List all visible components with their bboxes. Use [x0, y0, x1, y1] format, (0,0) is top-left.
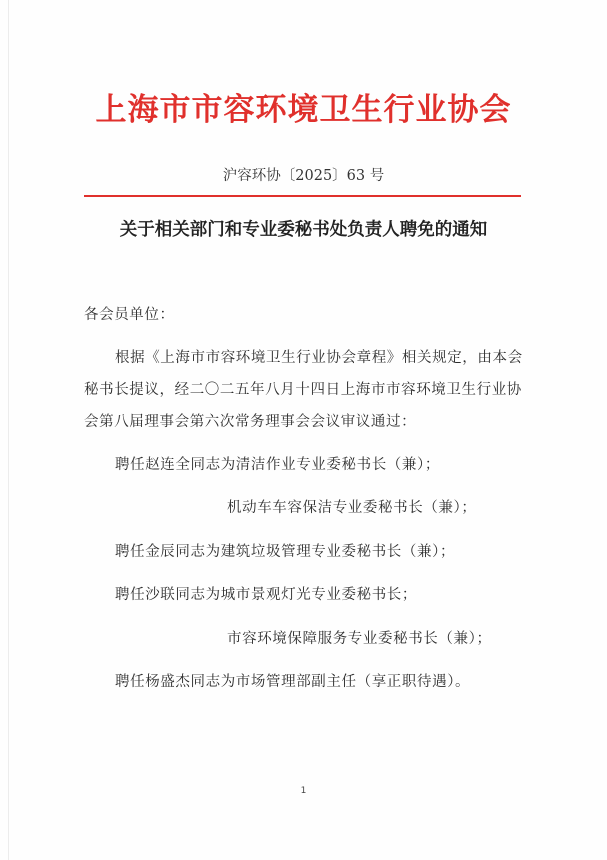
appointment-item: 聘任沙联同志为城市景观灯光专业委秘书长； [115, 587, 417, 603]
appointment-item: 市容环境保障服务专业委秘书长（兼）； [227, 631, 492, 647]
appointment-item: 聘任赵连全同志为清洁作业专业委秘书长（兼）； [115, 457, 440, 473]
organization-header: 上海市市容环境卫生行业协会 [95, 92, 512, 128]
appointment-item: 聘任杨盛杰同志为市场管理部副主任（享正职待遇）。 [115, 674, 471, 690]
paragraph-line: 秘书长提议，经二〇二五年八月十四日上海市市容环境卫生行业协 [84, 382, 522, 398]
appointment-item: 聘任金辰同志为建筑垃圾管理专业委秘书长（兼）； [115, 544, 456, 560]
paragraph-line: 会第八届理事会第六次常务理事会会议审议通过： [84, 414, 417, 430]
red-separator-line [84, 195, 521, 197]
appointment-item: 机动车车容保洁专业委秘书长（兼）； [227, 500, 477, 516]
page-edge-line [8, 0, 9, 860]
document-title: 关于相关部门和专业委秘书处负责人聘免的通知 [119, 220, 488, 240]
document-number: 沪容环协〔2025〕63 号 [222, 168, 385, 184]
salutation: 各会员单位： [84, 307, 175, 323]
paragraph-line: 根据《上海市市容环境卫生行业协会章程》相关规定，由本会 [115, 350, 523, 366]
page-number: 1 [300, 786, 307, 796]
